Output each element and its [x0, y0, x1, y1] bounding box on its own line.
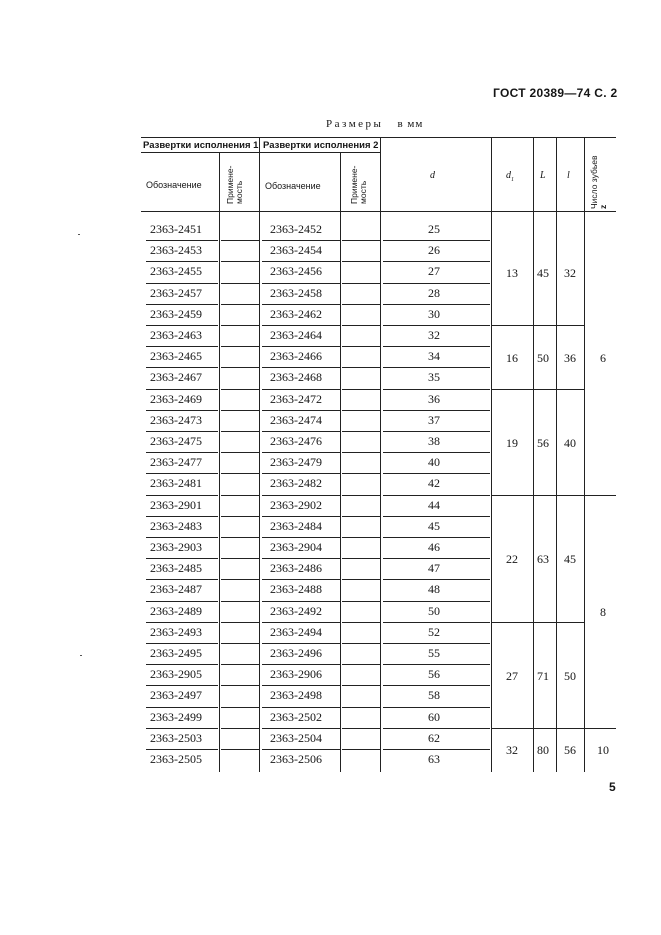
row-rule-designation-2 — [262, 346, 340, 347]
teeth-count-cell: 6 — [600, 350, 606, 365]
row-rule-d — [383, 664, 490, 665]
designation-2-cell: 2363-2456 — [270, 264, 322, 279]
row-rule-d — [383, 685, 490, 686]
designation-2-cell: 2363-2904 — [270, 540, 322, 554]
row-rule-app-2 — [342, 304, 380, 305]
row-rule-designation-2 — [262, 643, 340, 644]
row-rule-designation-2 — [262, 261, 340, 262]
col-d1-header: $d_1$ — [506, 170, 514, 183]
row-rule-app-1 — [221, 283, 259, 284]
designation-1-cell: 2363-2485 — [150, 561, 202, 576]
designation-2-cell: 2363-2476 — [270, 434, 322, 448]
row-rule-app-2 — [342, 240, 380, 241]
total-length-cell: 45 — [537, 266, 549, 280]
page-number: 5 — [609, 780, 616, 794]
designation-1-cell: 2363-2481 — [150, 476, 202, 491]
row-rule-designation-2 — [262, 367, 340, 368]
diameter-cell: 34 — [428, 349, 440, 364]
row-rule-app-2 — [342, 579, 380, 580]
row-rule-app-1 — [221, 495, 259, 496]
col-divider-d — [380, 138, 381, 772]
row-rule-designation-1 — [146, 601, 218, 602]
total-length-cell: 56 — [537, 435, 549, 450]
diameter-cell: 45 — [428, 518, 440, 533]
row-rule-app-1 — [221, 410, 259, 411]
row-rule-designation-1 — [146, 261, 218, 262]
row-rule-app-1 — [221, 473, 259, 474]
col-designation-2: Обозначение — [265, 181, 321, 191]
diameter-cell: 47 — [428, 561, 440, 576]
document-code: ГОСТ 20389—74 С. 2 — [493, 86, 618, 100]
designation-1-cell: 2363-2459 — [150, 306, 202, 321]
row-rule-app-2 — [342, 537, 380, 538]
caption-title: Размеры — [326, 118, 384, 130]
row-rule-app-1 — [221, 431, 259, 432]
total-length-cell: 80 — [537, 743, 549, 757]
diameter-cell: 44 — [428, 497, 440, 512]
row-rule-app-2 — [342, 495, 380, 496]
diameter-cell: 25 — [428, 222, 440, 236]
diameter-cell: 37 — [428, 412, 440, 427]
row-rule-designation-1 — [146, 516, 218, 517]
total-length-cell: 71 — [537, 668, 549, 683]
row-rule-designation-1 — [146, 431, 218, 432]
designation-2-cell: 2363-2458 — [270, 285, 322, 300]
designation-1-cell: 2363-2475 — [150, 434, 202, 448]
designation-2-cell: 2363-2506 — [270, 752, 322, 766]
group-rule — [491, 495, 584, 496]
diameter-cell: 28 — [428, 285, 440, 300]
diameter-cell: 62 — [428, 730, 440, 745]
designation-2-cell: 2363-2482 — [270, 476, 322, 491]
row-rule-designation-2 — [262, 389, 340, 390]
designation-1-cell: 2363-2489 — [150, 603, 202, 618]
row-rule-app-2 — [342, 749, 380, 750]
total-length-cell: 50 — [537, 350, 549, 365]
row-rule-designation-1 — [146, 558, 218, 559]
row-rule-d — [383, 622, 490, 623]
row-rule-designation-2 — [262, 685, 340, 686]
designation-1-cell: 2363-2477 — [150, 455, 202, 470]
row-rule-designation-2 — [262, 579, 340, 580]
designation-2-cell: 2363-2466 — [270, 349, 322, 364]
diameter-cell: 30 — [428, 306, 440, 321]
row-rule-app-2 — [342, 346, 380, 347]
diameter-cell: 38 — [428, 434, 440, 448]
designation-2-cell: 2363-2479 — [270, 455, 322, 470]
header-bottom-border — [141, 211, 616, 212]
diameter-cell: 36 — [428, 391, 440, 406]
row-rule-designation-2 — [262, 664, 340, 665]
row-rule-app-1 — [221, 240, 259, 241]
row-rule-app-1 — [221, 728, 259, 729]
row-rule-d — [383, 431, 490, 432]
diameter-cell: 35 — [428, 370, 440, 385]
col-divider-app1 — [219, 152, 220, 772]
row-rule-d — [383, 495, 490, 496]
row-rule-app-1 — [221, 537, 259, 538]
diameter-cell: 60 — [428, 709, 440, 724]
designation-2-cell: 2363-2462 — [270, 306, 322, 321]
designation-1-cell: 2363-2455 — [150, 264, 202, 279]
col-applicability-2: Примене- мость — [349, 165, 368, 204]
row-rule-d — [383, 304, 490, 305]
designation-1-cell: 2363-2457 — [150, 285, 202, 300]
row-rule-d — [383, 516, 490, 517]
row-rule-app-2 — [342, 558, 380, 559]
designation-1-cell: 2363-2505 — [150, 752, 202, 766]
row-rule-d — [383, 473, 490, 474]
row-rule-d — [383, 537, 490, 538]
row-rule-designation-1 — [146, 367, 218, 368]
designation-1-cell: 2363-2453 — [150, 243, 202, 258]
row-rule-designation-2 — [262, 728, 340, 729]
row-rule-designation-2 — [262, 622, 340, 623]
diameter-cell: 27 — [428, 264, 440, 279]
row-rule-designation-1 — [146, 240, 218, 241]
caption-unit: в мм — [397, 118, 424, 130]
diameter-cell: 58 — [428, 688, 440, 703]
shank-diameter-cell: 13 — [506, 266, 518, 280]
row-rule-d — [383, 240, 490, 241]
scan-speck — [78, 234, 80, 235]
row-rule-app-1 — [221, 707, 259, 708]
diameter-cell: 32 — [428, 328, 440, 342]
diameter-cell: 50 — [428, 603, 440, 618]
designation-1-cell: 2363-2503 — [150, 730, 202, 745]
designation-1-cell: 2363-2499 — [150, 709, 202, 724]
row-rule-designation-1 — [146, 622, 218, 623]
shank-diameter-cell: 19 — [506, 435, 518, 450]
designation-1-cell: 2363-2467 — [150, 370, 202, 385]
row-rule-app-2 — [342, 283, 380, 284]
row-rule-designation-2 — [262, 410, 340, 411]
row-rule-designation-1 — [146, 452, 218, 453]
working-length-cell: 40 — [564, 435, 576, 450]
row-rule-app-2 — [342, 261, 380, 262]
row-rule-app-1 — [221, 749, 259, 750]
working-length-cell: 45 — [564, 552, 576, 567]
shank-diameter-cell: 22 — [506, 552, 518, 567]
row-rule-d — [383, 707, 490, 708]
diameter-cell: 55 — [428, 646, 440, 660]
row-rule-designation-2 — [262, 495, 340, 496]
row-rule-app-2 — [342, 685, 380, 686]
row-rule-designation-1 — [146, 579, 218, 580]
row-rule-designation-2 — [262, 240, 340, 241]
row-rule-designation-1 — [146, 346, 218, 347]
row-rule-designation-2 — [262, 537, 340, 538]
col-designation-1: Обозначение — [146, 180, 202, 190]
row-rule-designation-1 — [146, 643, 218, 644]
row-rule-app-1 — [221, 516, 259, 517]
working-length-cell: 56 — [564, 743, 576, 757]
group2-title: Развертки исполнения 2 — [263, 140, 379, 151]
row-rule-d — [383, 558, 490, 559]
row-rule-app-2 — [342, 431, 380, 432]
row-rule-d — [383, 728, 490, 729]
row-rule-designation-2 — [262, 431, 340, 432]
row-rule-designation-2 — [262, 473, 340, 474]
designation-2-cell: 2363-2496 — [270, 646, 322, 660]
designation-2-cell: 2363-2472 — [270, 391, 322, 406]
row-rule-designation-1 — [146, 537, 218, 538]
row-rule-app-1 — [221, 261, 259, 262]
row-rule-designation-2 — [262, 707, 340, 708]
designation-1-cell: 2363-2451 — [150, 222, 202, 236]
row-rule-d — [383, 346, 490, 347]
row-rule-designation-2 — [262, 304, 340, 305]
designation-2-cell: 2363-2486 — [270, 561, 322, 576]
designation-1-cell: 2363-2483 — [150, 518, 202, 533]
group-rule — [491, 325, 584, 326]
group-rule — [491, 389, 584, 390]
row-rule-app-1 — [221, 304, 259, 305]
diameter-cell: 46 — [428, 540, 440, 554]
group-header-divider — [141, 152, 381, 153]
row-rule-d — [383, 601, 490, 602]
row-rule-d — [383, 579, 490, 580]
col-d-header: d — [430, 170, 435, 181]
row-rule-app-1 — [221, 325, 259, 326]
col-applicability-1: Примене- мость — [225, 165, 244, 204]
diameter-cell: 42 — [428, 476, 440, 491]
row-rule-app-2 — [342, 325, 380, 326]
row-rule-d — [383, 283, 490, 284]
row-rule-app-1 — [221, 579, 259, 580]
col-divider-app2 — [340, 152, 341, 772]
row-rule-designation-1 — [146, 664, 218, 665]
row-rule-d — [383, 452, 490, 453]
designation-2-cell: 2363-2492 — [270, 603, 322, 618]
designation-2-cell: 2363-2494 — [270, 624, 322, 639]
row-rule-app-2 — [342, 410, 380, 411]
row-rule-designation-2 — [262, 558, 340, 559]
designation-1-cell: 2363-2487 — [150, 582, 202, 597]
row-rule-app-1 — [221, 367, 259, 368]
designation-2-cell: 2363-2488 — [270, 582, 322, 597]
row-rule-d — [383, 261, 490, 262]
row-rule-designation-1 — [146, 685, 218, 686]
row-rule-designation-2 — [262, 325, 340, 326]
table-top-border — [141, 137, 616, 138]
scan-speck — [80, 655, 82, 656]
row-rule-app-2 — [342, 728, 380, 729]
row-rule-app-1 — [221, 452, 259, 453]
row-rule-app-2 — [342, 643, 380, 644]
teeth-count-cell: 10 — [597, 743, 609, 757]
diameter-cell: 26 — [428, 243, 440, 258]
row-rule-app-1 — [221, 664, 259, 665]
teeth-group-rule — [584, 728, 616, 729]
row-rule-designation-1 — [146, 283, 218, 284]
teeth-group-rule — [584, 495, 616, 496]
row-rule-app-1 — [221, 389, 259, 390]
designation-2-cell: 2363-2502 — [270, 709, 322, 724]
designation-1-cell: 2363-2465 — [150, 349, 202, 364]
row-rule-designation-2 — [262, 749, 340, 750]
row-rule-designation-2 — [262, 452, 340, 453]
row-rule-designation-1 — [146, 749, 218, 750]
row-rule-d — [383, 643, 490, 644]
row-rule-app-2 — [342, 367, 380, 368]
working-length-cell: 50 — [564, 668, 576, 683]
designation-1-cell: 2363-2469 — [150, 391, 202, 406]
designation-1-cell: 2363-2463 — [150, 328, 202, 342]
row-rule-app-1 — [221, 685, 259, 686]
designation-2-cell: 2363-2504 — [270, 730, 322, 745]
designation-1-cell: 2363-2495 — [150, 646, 202, 660]
designation-2-cell: 2363-2902 — [270, 497, 322, 512]
designation-2-cell: 2363-2454 — [270, 243, 322, 258]
designation-2-cell: 2363-2474 — [270, 412, 322, 427]
row-rule-designation-1 — [146, 325, 218, 326]
group-rule — [491, 728, 584, 729]
row-rule-app-2 — [342, 664, 380, 665]
diameter-cell: 48 — [428, 582, 440, 597]
row-rule-designation-1 — [146, 473, 218, 474]
row-rule-designation-1 — [146, 728, 218, 729]
shank-diameter-cell: 16 — [506, 350, 518, 365]
row-rule-app-1 — [221, 346, 259, 347]
col-divider-groups — [259, 138, 260, 772]
designation-1-cell: 2363-2903 — [150, 540, 202, 554]
working-length-cell: 36 — [564, 350, 576, 365]
designation-2-cell: 2363-2906 — [270, 667, 322, 682]
designation-2-cell: 2363-2484 — [270, 518, 322, 533]
row-rule-app-2 — [342, 452, 380, 453]
row-rule-app-2 — [342, 601, 380, 602]
row-rule-app-2 — [342, 389, 380, 390]
designation-1-cell: 2363-2497 — [150, 688, 202, 703]
col-L-header: L — [540, 170, 546, 181]
row-rule-app-2 — [342, 622, 380, 623]
teeth-count-cell: 8 — [600, 605, 606, 620]
shank-diameter-cell: 27 — [506, 668, 518, 683]
diameter-cell: 40 — [428, 455, 440, 470]
working-length-cell: 32 — [564, 266, 576, 280]
diameter-cell: 52 — [428, 624, 440, 639]
designation-2-cell: 2363-2452 — [270, 222, 322, 236]
designation-2-cell: 2363-2464 — [270, 328, 322, 342]
designation-2-cell: 2363-2498 — [270, 688, 322, 703]
col-teeth-count: Число зубьев z — [589, 155, 608, 209]
row-rule-designation-2 — [262, 516, 340, 517]
designation-1-cell: 2363-2473 — [150, 412, 202, 427]
designation-1-cell: 2363-2493 — [150, 624, 202, 639]
total-length-cell: 63 — [537, 552, 549, 567]
row-rule-designation-1 — [146, 707, 218, 708]
group1-title: Развертки исполнения 1 — [143, 140, 259, 151]
row-rule-d — [383, 325, 490, 326]
col-l-header: l — [567, 170, 570, 181]
row-rule-designation-1 — [146, 410, 218, 411]
row-rule-designation-2 — [262, 601, 340, 602]
row-rule-d — [383, 389, 490, 390]
designation-2-cell: 2363-2468 — [270, 370, 322, 385]
row-rule-app-1 — [221, 622, 259, 623]
row-rule-app-2 — [342, 516, 380, 517]
row-rule-app-2 — [342, 473, 380, 474]
row-rule-designation-1 — [146, 304, 218, 305]
diameter-cell: 56 — [428, 667, 440, 682]
shank-diameter-cell: 32 — [506, 743, 518, 757]
row-rule-app-1 — [221, 643, 259, 644]
group-rule — [491, 622, 584, 623]
row-rule-app-1 — [221, 601, 259, 602]
row-rule-d — [383, 410, 490, 411]
row-rule-d — [383, 367, 490, 368]
row-rule-designation-1 — [146, 389, 218, 390]
row-rule-app-2 — [342, 707, 380, 708]
designation-1-cell: 2363-2905 — [150, 667, 202, 682]
row-rule-app-1 — [221, 558, 259, 559]
row-rule-d — [383, 749, 490, 750]
row-rule-designation-1 — [146, 495, 218, 496]
designation-1-cell: 2363-2901 — [150, 497, 202, 512]
diameter-cell: 63 — [428, 752, 440, 766]
col-divider-d1 — [491, 138, 492, 772]
row-rule-designation-2 — [262, 283, 340, 284]
